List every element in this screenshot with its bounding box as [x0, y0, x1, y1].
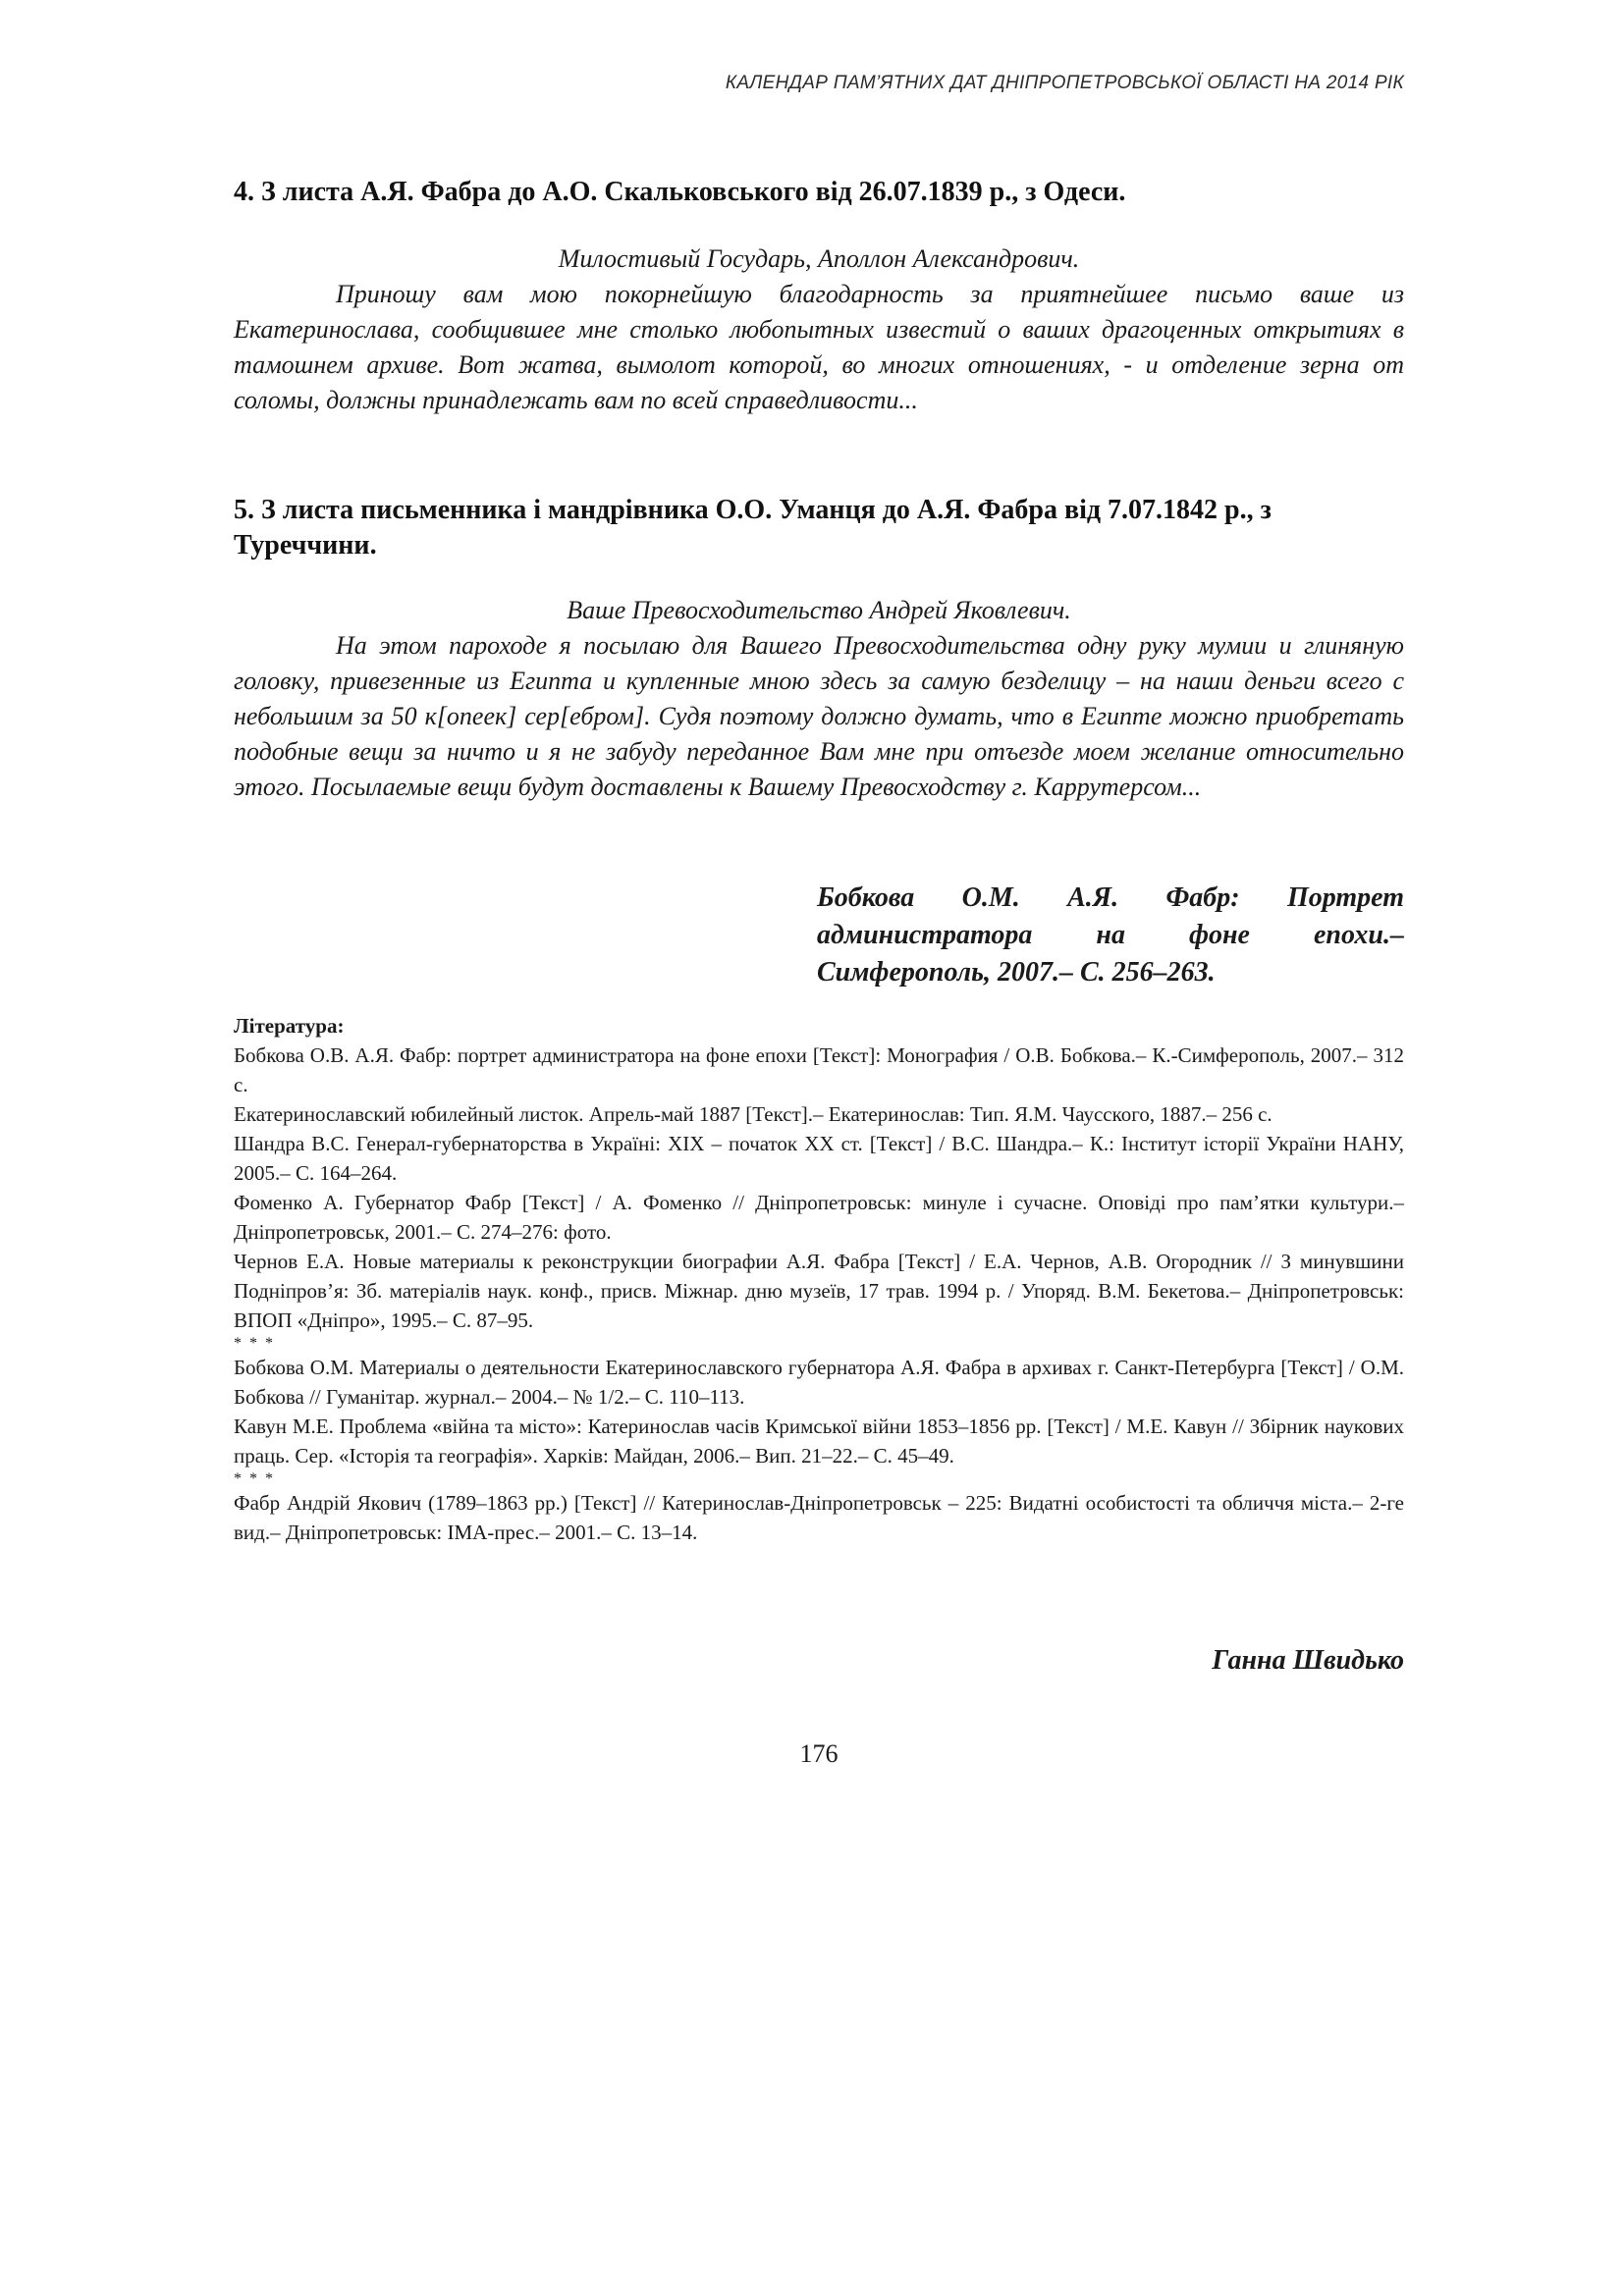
- reference-item: Бобкова О.В. А.Я. Фабр: портрет администратора на фоне епохи [Текст]: Монография / О.В. Бобкова.– К.-Симферополь, 2007.– 312 с.: [234, 1043, 1404, 1096]
- running-header: КАЛЕНДАР ПАМ’ЯТНИХ ДАТ ДНІПРОПЕТРОВСЬКОЇ ОБЛАСТІ НА 2014 РІК: [725, 73, 1404, 93]
- author-signature: Ганна Швидько: [1212, 1645, 1404, 1676]
- reference-item: Фоменко А. Губернатор Фабр [Текст] / А. Фоменко // Дніпропетровськ: минуле і сучасне. Оповіді про пам’ятки культури.– Дніпропетровськ, 2001.– С. 274–276: фото.: [234, 1191, 1404, 1244]
- references-separator: * * *: [234, 1470, 275, 1487]
- section-4-letter-text: Приношу вам мою покорнейшую благодарность за приятнейшее письмо ваше из Екатеринослава, сообщившее мне столько любопытных известий о ваших драгоценных открытиях в тамошнем архиве. Вот жатва, вымолот которой, во многих отношениях, - и отделение зерна от соломы, должны принадлежать вам по всей справедливости...: [234, 280, 1404, 414]
- reference-item: Фабр Андрій Якович (1789–1863 рр.) [Текст] // Катеринослав-Дніпропетровськ – 225: Видатні особистості та обличчя міста.– 2-ге вид.– Дніпропетровськ: ІМА-прес.– 2001.– С. 13–14.: [234, 1491, 1404, 1544]
- references-separator: * * *: [234, 1335, 275, 1352]
- reference-item: Бобкова О.М. Материалы о деятельности Екатеринославского губернатора А.Я. Фабра в архивах г. Санкт-Петербурга [Текст] / О.М. Бобкова // Гуманітар. журнал.– 2004.– № 1/2.– С. 110–113.: [234, 1356, 1404, 1409]
- references-title: Література:: [234, 1014, 345, 1038]
- section-4-salutation: Милостивый Государь, Аполлон Александрович.: [558, 244, 1080, 273]
- section-5-salutation: Ваше Превосходительство Андрей Яковлевич.: [567, 596, 1071, 624]
- section-5-letter-text: На этом пароходе я посылаю для Вашего Превосходительства одну руку мумии и глиняную головку, привезенные из Египта и купленные мною здесь за самую безделицу – на наши деньги всего с небольшим за 50 к[опеек] сер[ебром]. Судя поэтому должно думать, что в Египте можно приобретать подобные вещи за ничто и я не забуду переданное Вам мне при отъезде моем желание относительно этого. Посылаемые вещи будут доставлены к Вашему Превосходству г. Каррутерсом...: [234, 631, 1404, 801]
- reference-item: Шандра В.С. Генерал-губернаторства в Україні: XIX – початок XX ст. [Текст] / В.С. Шандра.– К.: Інститут історії України НАНУ, 2005.– С. 164–264.: [234, 1132, 1404, 1185]
- section-4-heading: 4. З листа А.Я. Фабра до А.О. Скальковського від 26.07.1839 р., з Одеси.: [234, 177, 1126, 207]
- reference-item: Чернов Е.А. Новые материалы к реконструкции биографии А.Я. Фабра [Текст] / Е.А. Чернов, А.В. Огородник // З минувшини Подніпров’я: Зб. матеріалів наук. конф., присв. Міжнар. дню музеїв, 17 трав. 1994 р. / Упоряд. В.М. Бекетова.– Дніпропетровськ: ВПОП «Дніпро», 1995.– С. 87–95.: [234, 1250, 1404, 1332]
- section-5-heading: 5. З листа письменника і мандрівника О.О. Уманця до А.Я. Фабра від 7.07.1842 р., з Туреччини.: [234, 495, 1272, 561]
- source-citation: Бобкова О.М. А.Я. Фабр: Портрет администратора на фоне епохи.– Симферополь, 2007.– С. 256–263.: [817, 882, 1404, 988]
- reference-item: Екатеринославский юбилейный листок. Апрель-май 1887 [Текст].– Екатеринослав: Тип. Я.М. Чаусского, 1887.– 256 с.: [234, 1102, 1272, 1126]
- page-number: 176: [799, 1739, 839, 1768]
- reference-item: Кавун М.Е. Проблема «війна та місто»: Катеринослав часів Кримської війни 1853–1856 рр. [Текст] / М.Е. Кавун // Збірник наукових праць. Сер. «Історія та географія». Харків: Майдан, 2006.– Вип. 21–22.– С. 45–49.: [234, 1415, 1404, 1468]
- references-list: [234, 1011, 1404, 1547]
